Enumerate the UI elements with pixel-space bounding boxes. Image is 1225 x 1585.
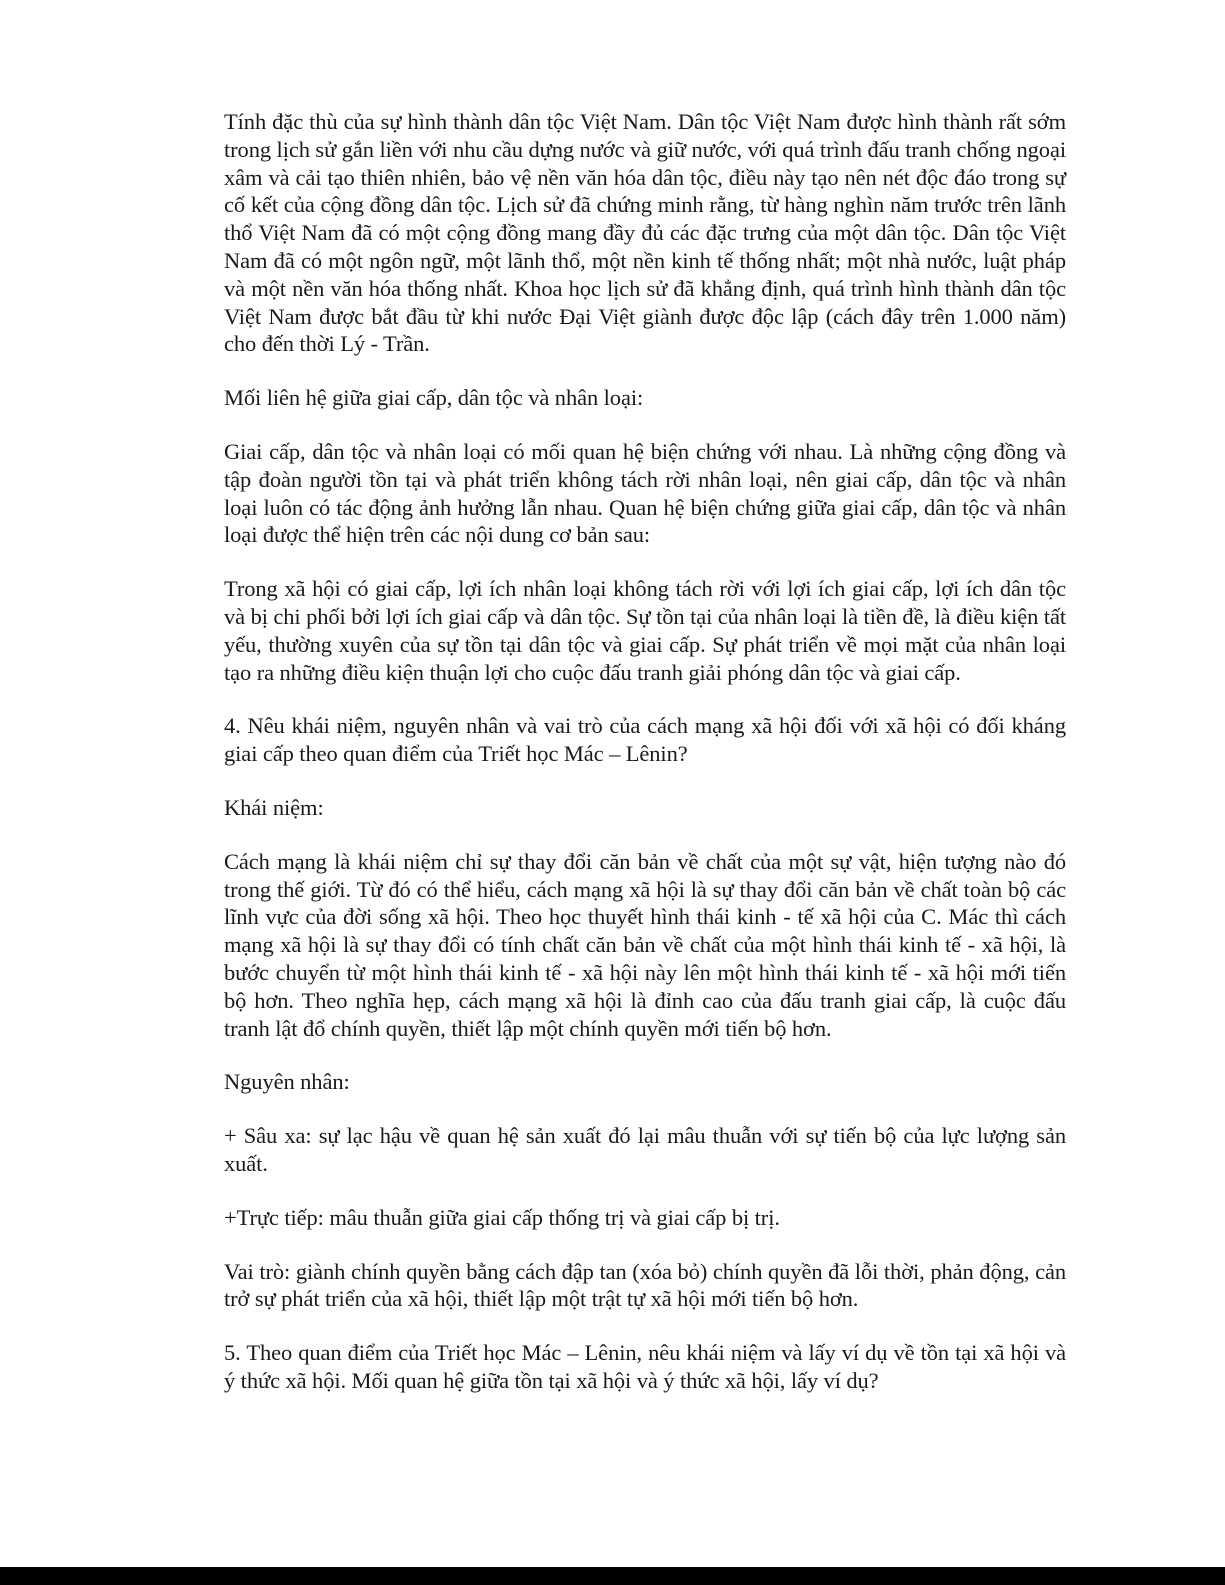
page-bottom-border <box>0 1567 1225 1585</box>
paragraph-dialectical-relation: Giai cấp, dân tộc và nhân loại có mối quan hệ biện chứng với nhau. Là những cộng đồng và tập đoàn người tồn tại và phát triển không tách rời nhân loại, nên giai cấp, dân tộc và nhân loại luôn có tác động ảnh hưởng lẫn nhau. Quan hệ biện chứng giữa giai cấp, dân tộc và nhân loại được thể hiện trên các nội dung cơ bản sau: <box>224 438 1066 548</box>
question-4: 4. Nêu khái niệm, nguyên nhân và vai trò của cách mạng xã hội đối với xã hội có đối kháng giai cấp theo quan điểm của Triết học Mác – Lênin? <box>224 713 1066 767</box>
paragraph-class-society-interests: Trong xã hội có giai cấp, lợi ích nhân loại không tách rời với lợi ích giai cấp, lợi ích dân tộc và bị chi phối bởi lợi ích giai cấp và dân tộc. Sự tồn tại của nhân loại là tiền đề, là điều kiện tất yếu, thường xuyên của sự tồn tại dân tộc và giai cấp. Sự phát triển về mọi mặt của nhân loại tạo ra những điều kiện thuận lợi cho cuộc đấu tranh giải phóng dân tộc và giai cấp. <box>224 576 1066 685</box>
heading-causes: Nguyên nhân: <box>224 1069 350 1095</box>
question-5: 5. Theo quan điểm của Triết học Mác – Lênin, nêu khái niệm và lấy ví dụ về tồn tại xã hội và ý thức xã hội. Mối quan hệ giữa tồn tại xã hội và ý thức xã hội, lấy ví dụ? <box>224 1340 1066 1393</box>
paragraph-role: Vai trò: giành chính quyền bằng cách đập tan (xóa bỏ) chính quyền đã lỗi thời, phản động, cản trở sự phát triển của xã hội, thiết lập một trật tự xã hội mới tiến bộ hơn. <box>224 1258 1066 1312</box>
heading-concept: Khái niệm: <box>224 794 324 820</box>
heading-class-nation-humanity: Mối liên hệ giữa giai cấp, dân tộc và nhân loại: <box>224 385 644 411</box>
cause-deep: + Sâu xa: sự lạc hậu về quan hệ sản xuất đó lại mâu thuẫn với sự tiến bộ của lực lượng sản xuất. <box>224 1123 1066 1176</box>
cause-direct: +Trực tiếp: mâu thuẫn giữa giai cấp thống trị và giai cấp bị trị. <box>224 1204 780 1230</box>
paragraph-revolution-concept: Cách mạng là khái niệm chỉ sự thay đổi căn bản về chất của một sự vật, hiện tượng nào đó trong thế giới. Từ đó có thể hiểu, cách mạng xã hội là sự thay đổi căn bản về chất toàn bộ các lĩnh vực của đời sống xã hội. Theo học thuyết hình thái kinh - tế xã hội của C. Mác thì cách mạng xã hội là sự thay đổi có tính chất căn bản về chất của một hình thái kinh tế - xã hội, là bước chuyển từ một hình thái kinh tế - xã hội này lên một hình thái kinh tế - xã hội mới tiến bộ hơn. Theo nghĩa hẹp, cách mạng xã hội là đỉnh cao của đấu tranh giai cấp, là cuộc đấu tranh lật đổ chính quyền, thiết lập một chính quyền mới tiến bộ hơn. <box>224 848 1066 1041</box>
paragraph-ethnic-formation: Tính đặc thù của sự hình thành dân tộc Việt Nam. Dân tộc Việt Nam được hình thành rất sớm trong lịch sử gắn liền với nhu cầu dựng nước và giữ nước, với quá trình đấu tranh chống ngoại xâm và cải tạo thiên nhiên, bảo vệ nền văn hóa dân tộc, điều này tạo nên nét độc đáo trong sự cố kết của cộng đồng dân tộc. Lịch sử đã chứng minh rằng, từ hàng nghìn năm trước trên lãnh thổ Việt Nam đã có một cộng đồng mang đầy đủ các đặc trưng của một dân tộc. Dân tộc Việt Nam đã có một ngôn ngữ, một lãnh thổ, một nền kinh tế thống nhất; một nhà nước, luật pháp và một nền văn hóa thống nhất. Khoa học lịch sử đã khẳng định, quá trình hình thành dân tộc Việt Nam được bắt đầu từ khi nước Đại Việt giành được độc lập (cách đây trên 1.000 năm) cho đến thời Lý - Trần. <box>224 109 1066 357</box>
document-page <box>224 108 1066 1421</box>
